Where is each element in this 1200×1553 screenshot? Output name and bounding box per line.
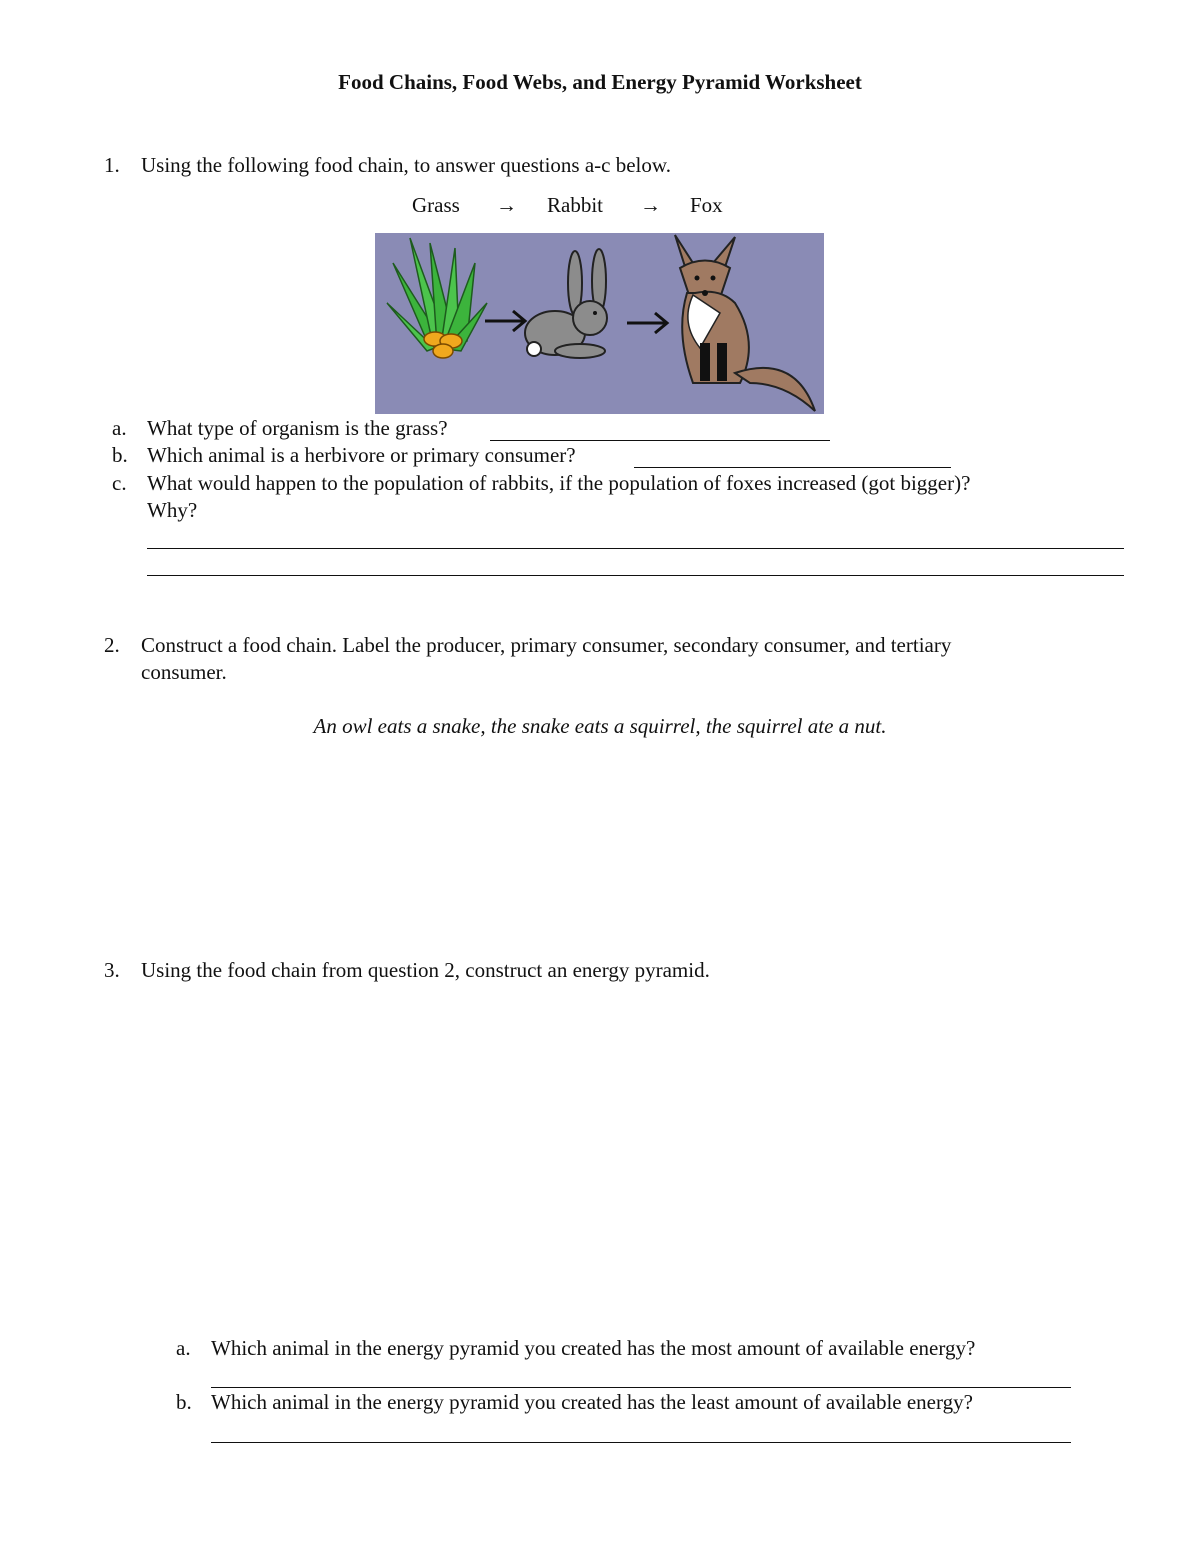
worksheet-title: Food Chains, Food Webs, and Energy Pyramid Worksheet [338,70,862,94]
question-3a-text: Which animal in the energy pyramid you created has the most amount of available energy? [211,1336,976,1360]
question-3b-letter: b. [176,1390,192,1414]
arrow-icon: → [640,193,661,217]
question-3-number: 3. [104,958,120,982]
arrow-icon [627,313,667,333]
question-2-sentence: An owl eats a snake, the snake eats a squirrel, the squirrel ate a nut. [313,714,887,738]
question-1c-letter: c. [112,471,127,495]
answer-line-1b[interactable] [634,467,951,468]
question-1a-letter: a. [112,416,127,440]
question-2-number: 2. [104,633,120,657]
question-2-text-cont: consumer. [141,660,227,684]
question-1-text: Using the following food chain, to answer questions a-c below. [141,153,671,177]
answer-line-3a[interactable] [211,1387,1071,1388]
food-chain-illustration [375,233,824,414]
arrow-icon [485,311,525,331]
question-3-text: Using the food chain from question 2, construct an energy pyramid. [141,958,710,982]
question-3b-text: Which animal in the energy pyramid you created has the least amount of available energy? [211,1390,973,1414]
question-1b-text: Which animal is a herbivore or primary consumer? [147,443,576,467]
answer-line-3b[interactable] [211,1442,1071,1443]
question-1b-letter: b. [112,443,128,467]
answer-line-1c-1[interactable] [147,548,1124,549]
chain-item-rabbit: Rabbit [547,193,603,217]
question-1-number: 1. [104,153,120,177]
answer-line-1c-2[interactable] [147,575,1124,576]
chain-item-grass: Grass [412,193,460,217]
question-2-text: Construct a food chain. Label the producer, primary consumer, secondary consumer, and tertiary [141,633,952,657]
question-3a-letter: a. [176,1336,191,1360]
answer-line-1a[interactable] [490,440,830,441]
fox-icon [675,235,815,411]
rabbit-icon [525,249,607,358]
grass-icon [387,238,487,358]
question-1a-text: What type of organism is the grass? [147,416,448,440]
question-1c-why: Why? [147,498,198,522]
chain-item-fox: Fox [690,193,723,217]
arrow-icon: → [496,193,517,217]
question-1c-text: What would happen to the population of rabbits, if the population of foxes increased (got bigger)? [147,471,971,495]
